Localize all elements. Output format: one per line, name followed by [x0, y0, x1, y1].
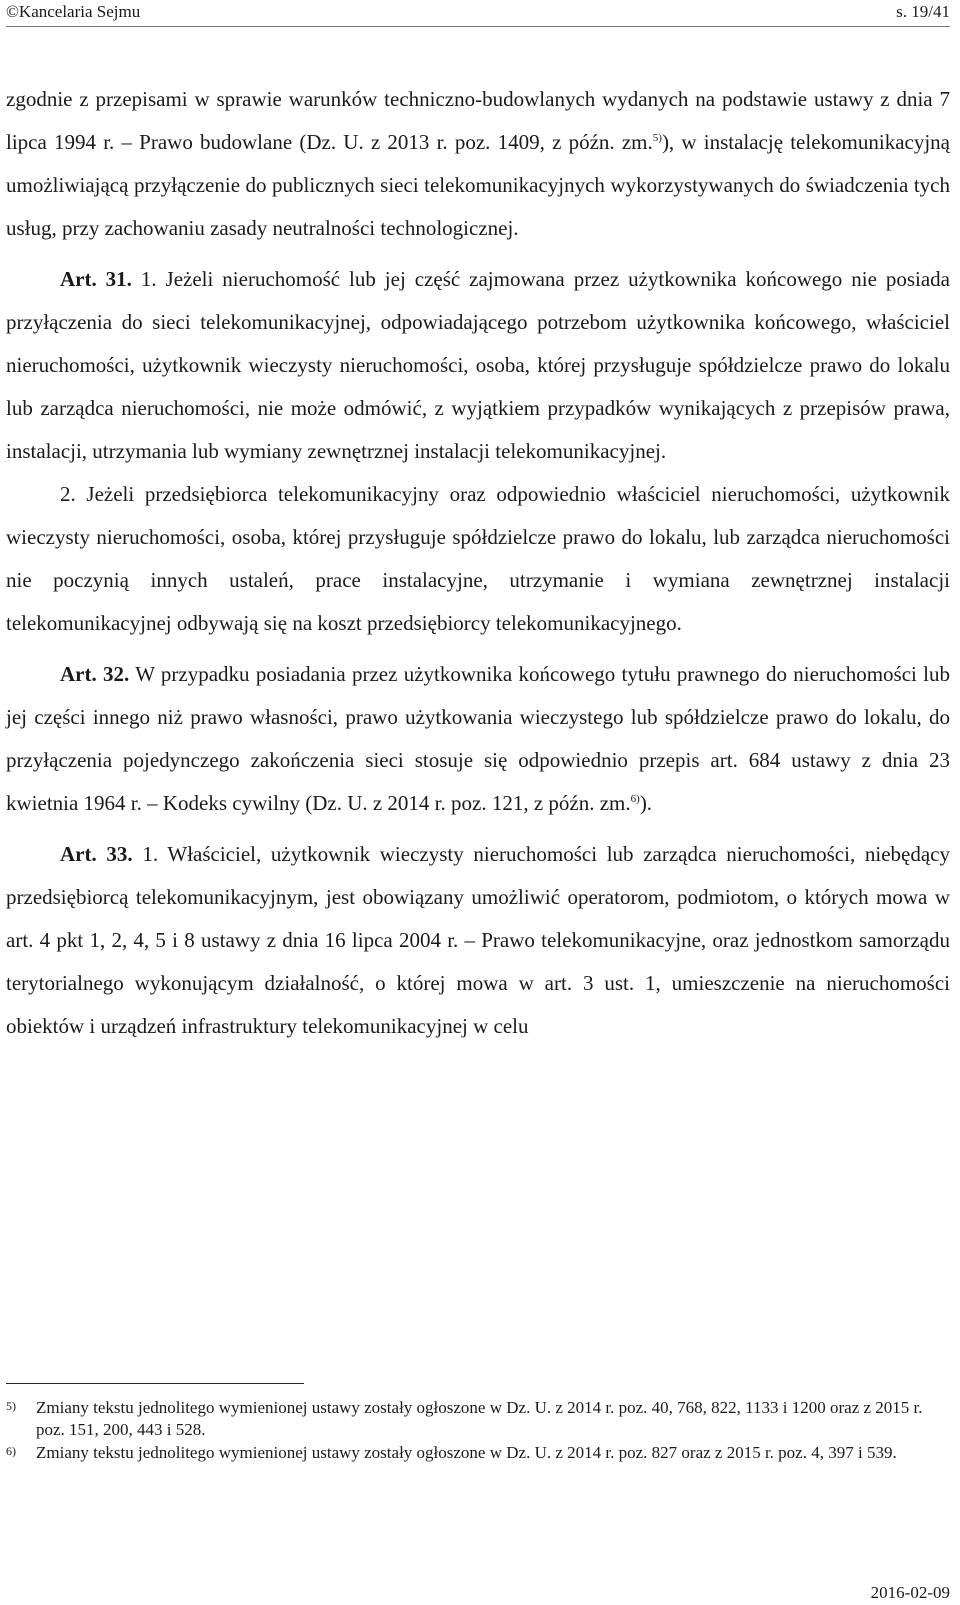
- footnote: [6, 1397, 950, 1441]
- footer-date: 2016-02-09: [870, 1583, 950, 1602]
- article-31-paragraph-1: [6, 258, 950, 473]
- article-32: [6, 653, 950, 825]
- paragraph-continuation: [6, 78, 950, 250]
- article-31-paragraph-2: 2. Jeżeli przedsiębiorca telekomunikacyjny oraz odpowiednio właściciel nieruchomości, użytkownik wieczysty nieruchomości, osoba, której przysługuje spółdzielcze prawo do lokalu, lub zarządca nieruchomości nie poczynią innych ustaleń, prace instalacyjne, utrzymanie i wymiana zewnętrznej instalacji telekomunikacyjnej odbywają się na koszt przedsiębiorcy telekomunikacyjnego.: [6, 482, 950, 635]
- footnote-ref[interactable]: 6): [630, 793, 640, 805]
- paragraph-text: 1. Jeżeli nieruchomość lub jej część zajmowana przez użytkownika końcowego nie posiada przyłączenia do sieci telekomunikacyjnej, odpowiadającego potrzebom użytkownika końcowego, właściciel nieruchomości, użytkownik wieczysty nieruchomości, osoba, której przysługuje spółdzielcze prawo do lokalu lub zarządca nieruchomości, nie może odmówić, z wyjątkiem przypadków wynikających z przepisów prawa, instalacji, utrzymania lub wymiany zewnętrznej instalacji telekomunikacyjnej.: [6, 267, 950, 463]
- page-header: [6, 0, 950, 27]
- article-number: Art. 31.: [60, 267, 132, 291]
- document-body: [6, 78, 950, 1048]
- footnote: [6, 1442, 950, 1464]
- footnote-ref[interactable]: 5): [652, 132, 662, 144]
- paragraph-text: 1. Właściciel, użytkownik wieczysty nieruchomości lub zarządca nieruchomości, niebędący przedsiębiorcą telekomunikacyjnym, jest obowiązany umożliwić operatorom, podmiotom, o których mowa w art. 4 pkt 1, 2, 4, 5 i 8 ustawy z dnia 16 lipca 2004 r. – Prawo telekomunikacyjne, oraz jednostkom samorządu terytorialnego wykonującym działalność, o której mowa w art. 3 ust. 1, umieszczenie na nieruchomości obiektów i urządzeń infrastruktury telekomunikacyjnej w celu: [6, 842, 950, 1038]
- header-publisher: ©Kancelaria Sejmu: [6, 2, 141, 21]
- article-number: Art. 32.: [60, 662, 130, 686]
- footnote-separator: [6, 1383, 304, 1384]
- footnotes: [6, 1397, 950, 1465]
- footnote-text: Zmiany tekstu jednolitego wymienionej ustawy zostały ogłoszone w Dz. U. z 2014 r. poz. 827 oraz z 2015 r. poz. 4, 397 i 539.: [36, 1443, 897, 1462]
- paragraph-text: ).: [639, 791, 653, 815]
- footnote-number: 5): [6, 1399, 16, 1413]
- article-33-paragraph-1: [6, 833, 950, 1048]
- header-page-number: s. 19/41: [896, 2, 950, 21]
- paragraph-text: zgodnie z przepisami w sprawie warunków techniczno-budowlanych wydanych na podstawie ustawy z dnia 7 lipca 1994 r. – Prawo budowlane (Dz. U. z 2013 r. poz. 1409, z późn. zm.: [6, 87, 950, 154]
- footnote-text: Zmiany tekstu jednolitego wymienionej ustawy zostały ogłoszone w Dz. U. z 2014 r. poz. 40, 768, 822, 1133 i 1200 oraz z 2015 r. poz. 151, 200, 443 i 528.: [36, 1398, 923, 1439]
- paragraph-text: W przypadku posiadania przez użytkownika końcowego tytułu prawnego do nieruchomości lub jej części innego niż prawo własności, prawo użytkowania wieczystego lub spółdzielcze prawo do lokalu, do przyłączenia pojedynczego zakończenia sieci stosuje się odpowiednio przepis art. 684 ustawy z dnia 23 kwietnia 1964 r. – Kodeks cywilny (Dz. U. z 2014 r. poz. 121, z późn. zm.: [6, 662, 950, 815]
- article-number: Art. 33.: [60, 842, 133, 866]
- footnote-number: 6): [6, 1444, 16, 1458]
- paragraph-text: ), w instalację telekomunikacyjną umożliwiającą przyłączenie do publicznych sieci telekomunikacyjnych wykorzystywanych do świadczenia tych usług, przy zachowaniu zasady neutralności technologicznej.: [6, 130, 950, 240]
